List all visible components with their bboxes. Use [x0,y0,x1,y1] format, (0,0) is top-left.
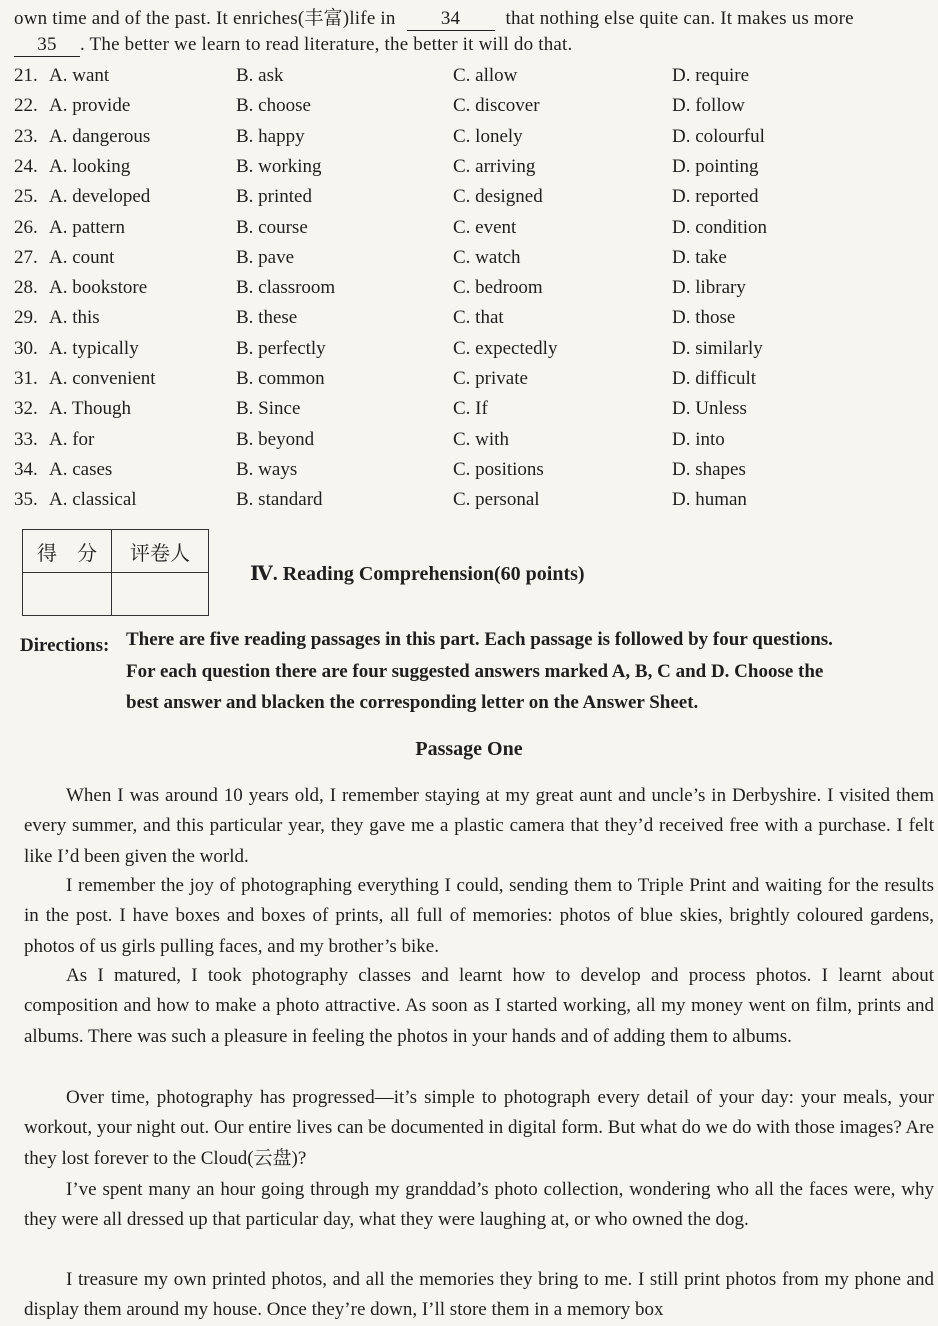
directions-line-3: best answer and blacken the corresponding letter on the Answer Sheet. [126,692,699,713]
option-d: D. human [672,489,747,510]
option-a: A. this [49,307,100,328]
question-number: 21. [14,65,38,86]
intro-text-2: that nothing else quite can. It makes us more [505,8,854,29]
option-a: A. Though [49,398,131,419]
option-b: B. these [236,307,298,328]
paragraph-5: I’ve spent many an hour going through my granddad’s photo collection, wondering who all the faces were, why they were all dressed up that particular day, what they were laughing at, or who owned the dog. [24,1179,934,1231]
option-c: C. lonely [453,126,523,147]
paragraph-3: As I matured, I took photography classes and learnt how to develop and process photos. I learnt about composition and how to make a photo attractive. As soon as I started working, all my money went on film, prints and albums. There was such a pleasure in feeling the photos in your hands and of adding them to albums. [24,965,934,1047]
option-d: D. shapes [672,459,746,480]
option-c: C. arriving [453,156,536,177]
option-d: D. condition [672,217,767,238]
option-a: A. convenient [49,368,156,389]
paragraph-6: I treasure my own printed photos, and all the memories they bring to me. I still print photos from my phone and display them around my house. Once they’re down, I’ll store them in a memory box [24,1269,934,1321]
question-number: 24. [14,156,38,177]
question-number: 33. [14,429,38,450]
option-d: D. into [672,429,725,450]
option-d: D. library [672,277,746,298]
option-b: B. common [236,368,325,389]
question-number: 23. [14,126,38,147]
question-number: 28. [14,277,38,298]
option-a: A. pattern [49,217,125,238]
question-number: 25. [14,186,38,207]
option-a: A. typically [49,338,139,359]
directions-label: Directions: [20,635,110,656]
option-c: C. personal [453,489,540,510]
option-c: C. event [453,217,517,238]
paragraph-4: Over time, photography has progressed—it’s simple to photograph every detail of your day: your meals, your workout, your night out. Our entire lives can be documented in digital form. But what do we do with those images? Are they lost forever to the Cloud(云盘)? [24,1087,934,1169]
option-a: A. dangerous [49,126,151,147]
blank-34: 34 [407,8,495,31]
option-a: A. classical [49,489,137,510]
intro-line-2 [14,34,572,57]
question-number: 22. [14,95,38,116]
option-b: B. working [236,156,322,177]
option-d: D. require [672,65,750,86]
option-a: A. bookstore [49,277,148,298]
question-number: 32. [14,398,38,419]
option-d: D. difficult [672,368,757,389]
option-b: B. printed [236,186,312,207]
option-d: D. colourful [672,126,765,147]
option-a: A. count [49,247,115,268]
option-a: A. provide [49,95,131,116]
option-d: D. similarly [672,338,763,359]
option-c: C. expectedly [453,338,558,359]
option-d: D. pointing [672,156,759,177]
option-b: B. pave [236,247,295,268]
option-c: C. designed [453,186,543,207]
option-b: B. ask [236,65,284,86]
option-c: C. watch [453,247,521,268]
option-b: B. beyond [236,429,315,450]
option-b: B. classroom [236,277,336,298]
question-number: 35. [14,489,38,510]
option-c: C. allow [453,65,518,86]
option-c: C. discover [453,95,540,116]
option-c: C. private [453,368,528,389]
option-b: B. ways [236,459,298,480]
intro-text-1: own time and of the past. It enriches(丰富)life in [14,8,396,29]
score-cell [23,573,112,616]
question-number: 34. [14,459,38,480]
option-c: C. that [453,307,504,328]
question-number: 26. [14,217,38,238]
score-label: 得 分 [23,530,112,573]
option-d: D. Unless [672,398,747,419]
question-number: 31. [14,368,38,389]
question-number: 29. [14,307,38,328]
option-d: D. reported [672,186,759,207]
directions-line-2: For each question there are four suggested answers marked A, B, C and D. Choose the [126,661,824,682]
option-c: C. If [453,398,488,419]
directions-line-1: There are five reading passages in this part. Each passage is followed by four questions. [126,629,833,650]
option-a: A. want [49,65,110,86]
blank-35: 35 [14,34,80,57]
option-b: B. perfectly [236,338,326,359]
paragraph-2: I remember the joy of photographing everything I could, sending them to Triple Print and waiting for the results in the post. I have boxes and boxes of prints, all full of memories: photos of blue skies, brightly coloured gardens, photos of us girls pulling faces, and my brother’s bike. [24,875,934,957]
option-d: D. those [672,307,736,328]
passage-title: Passage One [415,738,523,760]
intro-text-3: . The better we learn to read literature, the better it will do that. [80,34,573,55]
option-c: C. positions [453,459,544,480]
score-table [22,529,209,616]
option-b: B. happy [236,126,305,147]
paragraph-1: When I was around 10 years old, I remember staying at my great aunt and uncle’s in Derbyshire. I visited them every summer, and this particular year, they gave me a plastic camera that they’d received free with a purchase. I felt like I’d been given the world. [24,785,934,867]
question-number: 27. [14,247,38,268]
option-a: A. looking [49,156,131,177]
option-c: C. with [453,429,509,450]
option-d: D. take [672,247,727,268]
option-a: A. for [49,429,95,450]
option-a: A. cases [49,459,113,480]
option-b: B. standard [236,489,323,510]
option-d: D. follow [672,95,745,116]
option-a: A. developed [49,186,151,207]
intro-line-1 [14,3,854,31]
grader-label: 评卷人 [112,530,209,573]
option-b: B. course [236,217,308,238]
option-b: B. Since [236,398,301,419]
grader-cell [112,573,209,616]
option-b: B. choose [236,95,311,116]
question-number: 30. [14,338,38,359]
option-c: C. bedroom [453,277,543,298]
section-title: Ⅳ. Reading Comprehension(60 points) [250,563,585,585]
